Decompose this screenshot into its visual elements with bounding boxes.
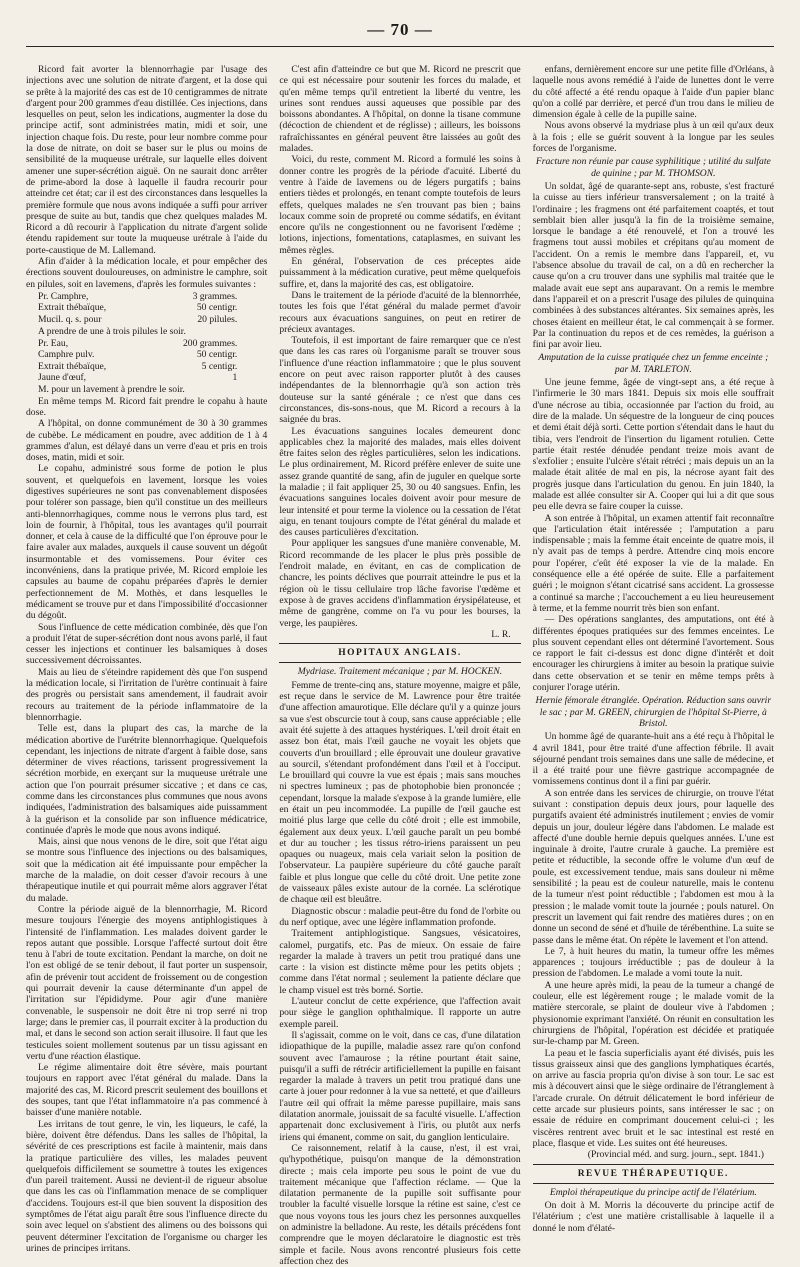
paragraph: En même temps M. Ricord fait prendre le copahu à haute dose. [26, 395, 268, 418]
text-columns [26, 64, 774, 1267]
section-heading: REVUE THÉRAPEUTIQUE. [577, 1168, 729, 1179]
recipe-line: Camphre pulv. 50 centigr. [38, 349, 238, 361]
paragraph: Toutefois, il est important de faire remarquer que ce n'est que dans les cas rares où l'organisme paraît se trouver sous l'influence d'une réaction inflammatoire ; que le plus souvent encore on peut avec raison rapporter plutôt à des causes indépendantes de la blennorrhagie qu'à son action très douteuse sur la santé générale ; ce n'est que dans ces circonstances, dis-sons-nous, que M. Ricord a recours à la saignée du bras. [279, 335, 521, 426]
paragraph: Nous avons observé la mydriase plus à un œil qu'aux deux à la fois ; elle se guérit souvent à la longue par les seules forces de l'organisme. [532, 120, 774, 155]
article-title: Hernie fémorale étranglée. Opération. Réduction sans ouvrir le sac ; par M. GREEN, chirurgien de l'hôpital St-Pierre, à Bristol. [535, 695, 772, 729]
section-heading: HOPITAUX ANGLAIS. [338, 648, 462, 659]
paragraph: Ce raisonnement, relatif à la cause, n'est, il est vrai, qu'hypothétique, puisqu'on manque de la démonstration directe ; mais cela importe peu sous le point de vue du traitement mécanique que l'affection réclame. — Que la dilatation permanente de la pupille soit suffisante pour troubler la faculté visuelle lorsque la rétine est saine, c'est ce que nous voyons tous les jours chez les personnes auxquelles on administre la belladone. Au reste, les détails précédens font comprendre que le moyen déclaratoire le diagnostic est très simple et facile. Nous avons rencontré plusieurs fois cette affection chez des [279, 1142, 521, 1267]
paragraph: C'est afin d'atteindre ce but que M. Ricord ne prescrit que ce qui est nécessaire pour soutenir les forces du malade, et qu'en même temps qu'il entretient la liberté du ventre, les urines sont rendues aussi aqueuses que possible par des boissons abondantes. A l'hôpital, on donne la tisane commune (décoction de chiendent et de réglisse) ; ailleurs, les boissons rafraîchissantes en général peuvent être laissées au goût des malades. [279, 64, 521, 155]
paragraph: Il s'agissait, comme on le voit, dans ce cas, d'une dilatation idiopathique de la pupille, maladie assez rare qu'on confond souvent avec l'amaurose ; la rétine pourtant était saine, puisqu'il a suffi de rétrécir artificiellement la pupille en faisant regarder la malade à travers un petit trou pratiqué dans une carte à jouer pour redonner à la vue sa netteté, et que d'ailleurs l'autre œil qui offrait la même paresse pupillaire, mais sans dilatation anormale, jouissait de sa faculté visuelle. L'affection appartenait donc exclusivement à l'iris, ou plutôt aux nerfs iriens qui émanent, comme on sait, du ganglion lenticulaire. [279, 1029, 521, 1143]
paragraph: Le 7, à huit heures du matin, la tumeur offre les mêmes apparences ; toujours irréductible ; pas de douleur à la pression de l'abdomen. Le malade a vomi toute la nuit. [532, 945, 774, 980]
paragraph: Contre la période aiguë de la blennorrhagie, M. Ricord mesure toujours l'énergie des moyens antiphlogistiques à l'intensité de l'inflammation. Les malades doivent garder le repos autant que possible. Lorsque l'affecté surtout doit être tenu à l'abri de toute excitation. Pendant la marche, on doit ne l'on est obligé de se tenir debout, il faut porter un suspensoir, afin de prévenir tout accident de froissement ou de congestion qui pourrait devenir la cause déterminante d'un appel de l'irritation sur l'épididyme. Pour agir d'une manière convenable, le suspensoir ne doit être ni trop serré ni trop large; dans le premier cas, il pourrait exciter à la production du mal, et dans le second son action serait illusoire. Il faut que les testicules soient mollement soutenus par un tissu agissant en vertu d'une réaction élastique. [26, 903, 268, 1062]
paragraph: Pour appliquer les sangsues d'une manière convenable, M. Ricord recommande de les placer le plus près possible de l'endroit malade, en évitant, en cas de complication de chancre, les points déclives que pourrait atteindre le pus et la région où le tissu cellulaire trop lâche favorise l'œdème et expose à de graves accidens d'inflammation érysipélateuse, et même de gangrène, comme on l'a vu pour les bourses, la verge, les paupières. [279, 538, 521, 629]
paragraph: Traitement antiphlogistique. Sangsues, vésicatoires, calomel, purgatifs, etc. Pas de mieux. On essaie de faire regarder la malade à travers un petit trou pratiqué dans une carte : la vision est distincte même pour les petits objets ; comme dans l'état normal ; seulement la patiente déclare que le champ visuel est très borné. Sortie. [279, 928, 521, 996]
section-rule [533, 1164, 774, 1165]
section-rule [533, 1183, 774, 1184]
signature: L. R. [491, 628, 511, 640]
paragraph: Les évacuations sanguines locales demeurent donc applicables chez la majorité des malades, mais elles doivent être faites selon des règles particulières, selon les indications. Le plus ordinairement, M. Ricord préfère enlever de suite une assez grande quantité de sang, afin de juguler en quelque sorte la maladie ; il fait appliquer 25, 30 ou 40 sangsues. Enfin, les évacuations sanguines locales doivent avoir pour mesure de leur intensité et pour terme la violence ou la cessation de l'état aigu, en tenant toujours compte de l'état général du malade et des causes particulières d'excitation. [279, 425, 521, 539]
paragraph: La peau et le fascia superficialis ayant été divisés, puis les tissus graisseux ainsi que des ganglions lymphatiques écartés, on arrive au fascia propria qu'on divise à son tour. Le sac est mis à découvert ainsi que le siège ordinaire de l'étranglement à l'arcade crurale. On détruit délicatement le bord inférieur de cette arcade sur plusieurs points, sans intéresser le sac ; on essaie de réduire en comprimant doucement celui-ci ; les viscères rentrent avec bruit et le sac intestinal est resté en place, flasque et vide. Les suites ont été heureuses. [532, 1047, 774, 1149]
paragraph: Dans le traitement de la période d'acuité de la blennorrhée, toutes les fois que l'état général du malade permet d'avoir recours aux évacuations sanguines, on peut en retirer de précieux avantages. [279, 289, 521, 335]
paragraph: Le régime alimentaire doit être sévère, mais pourtant toujours en rapport avec l'état général du malade. Dans la majorité des cas, M. Ricord prescrit seulement des bouillons et des soupes, tant que l'état inflammatoire n'a pas commencé à baisser d'une manière notable. [26, 1062, 268, 1119]
paragraph: A son entrée dans les services de chirurgie, on trouve l'état suivant : constipation depuis deux jours, pour laquelle des purgatifs avaient été administrés inutilement ; envies de vomir depuis un jour, douleur légère dans l'abdomen. Le malade est affecté d'une double hernie depuis quelques années. L'une est inguinale à droite, l'autre crurale à gauche. La première est petite et réductible, la seconde offre le volume d'un œuf de poule, est excessivement tendue, mais sans douleur ni même sensibilité ; la peau est de couleur naturelle, mais le contenu de la tumeur n'est point réductible ; l'abdomen est mou à la pression ; le malade vomit toute la journée ; pouls naturel. On prescrit un lavement qui fait rendre des matières dures ; on en donne un second de séné et d'huile de térébenthine. La suite se passe dans le même état. On répète le lavement et l'on attend. [532, 787, 774, 946]
page-number: — 70 — [367, 20, 433, 39]
paragraph: On doit à M. Morris la découverte du principe actif de l'élatérium ; c'est une matière cristallisable à laquelle il a donné le nom d'élaté- [532, 1200, 774, 1234]
paragraph: En général, l'observation de ces préceptes aide puissamment à la médication curative, peut même quelquefois suffire, et, dans la majorité des cas, est obligatoire. [279, 256, 521, 290]
recipe-pills [38, 291, 267, 325]
article-title: Fracture non réunie par cause syphilitique ; utilité du sulfate de quinine ; par M. THOMSON. [535, 156, 771, 179]
paragraph: L'auteur conclut de cette expérience, que l'affection avait pour siège le ganglion ophthalmique. Il rapporte un autre exemple pareil. [279, 996, 521, 1030]
paragraph: Les irritans de tout genre, le vin, les liqueurs, le café, la bière, doivent être défendus. Dans les salles de l'hôpital, la sévérité de ces prescriptions est facile à maintenir, mais dans la pratique particulière des villes, les malades peuvent quelquefois difficilement se soumettre à toutes les exigences d'un pareil traitement. Aussi ne devient-il de rigueur absolue que dans les cas où l'inflammation menace de se compliquer d'accidens. Toujours est-il que bien souvent la disposition des symptômes de l'état aigu paraît être sous l'influence directe du soin avec lequel on s'abstient des alimens ou des boissons qui peuvent déterminer l'excitation de l'organisme ou charger les urines de principes irritans. [26, 1118, 268, 1254]
paragraph: — Des opérations sanglantes, des amputations, ont été à différentes époques pratiquées sur des femmes enceintes. Le plus souvent cependant elles ont déterminé l'avortement. Sous ce rapport le fait ci-dessus est donc digne d'intérêt et doit encourager les chirurgiens à imiter au besoin la pratique suivie dans cette observation et se tenir en même temps prêts à conjurer l'orage utérin. [532, 614, 774, 694]
paragraph: Femme de trente-cinq ans, stature moyenne, maigre et pâle, est reçue dans le service de M. Lawrence pour être traitée d'une affection amaurotique. Elle déclare qu'il y a quinze jours sa vue s'est obscurcie tout à coup, sans cause appréciable ; elle avait été sujette à des attaques hystériques. L'œil droit était en assez bon état, mais l'œil gauche ne voyait les objets que couverts d'un brouillard ; elle éprouvait une douleur gravative au sourcil, s'étendant profondément dans l'œil et à l'occiput. Le brouillard qui couvre la vue est épais ; mais sans mouches ni spectres lumineux ; pas de photophobie bien prononcée ; cependant, lorsque la malade s'expose à la grande lumière, elle en était un peu incommodée. La pupille de l'œil gauche est moitié plus large que celle du côté droit ; elle est immobile, également aux deux yeux. L'œil gauche paraît un peu bombé et dur au toucher ; les tissus rétro-iriens paraissent un peu opaques ou nuageux, mais cela variait selon la position de l'observateur. La paupière supérieure du côté gauche paraît faible et plus longue que celle du côté droit. Une petite zone de vaisseaux pâles existe autour de la cornée. La sclérotique de chaque œil est bleuâtre. [279, 679, 521, 906]
recipe-line: Extrait thébaïque, 5 centigr. [38, 360, 238, 372]
paragraph: Le copahu, administré sous forme de potion le plus souvent, et quelquefois en lavement, lorsque les voies digestives supérieures ne sont pas convenablement disposées pour tolérer son passage, bien qu'il constitue un des meilleurs anti-blennorrhagiques, comme nous le verrons plus tard, est loin de fournir, à l'hôpital, tous les avantages qu'il pourrait donner, et cela à cause de la difficulté que l'on éprouve pour le faire avaler aux malades, auxquels il cause souvent un dégoût insurmontable et des vomissemens. Pour éviter ces inconvéniens, dans la pratique privée, M. Ricord emploie les capsules au baume de copahu préparées d'après le dernier perfectionnement de M. Mothès, et dans lesquelles le médicament se trouve pur et dans l'impossibilité d'occasionner du dégoût. [26, 463, 268, 622]
paragraph: A son entrée à l'hôpital, un examen attentif fait reconnaître que l'articulation était intéressée ; l'amputation a paru indispensable ; mais la femme était enceinte de quatre mois, il n'y avait pas de temps à perdre. Attendre cinq mois encore pour l'opérer, c'eût été exposer la vie de la malade. En conséquence elle a été opérée de suite. Elle a parfaitement guéri ; le moignon s'étant cicatrisé sans accident. La grossesse a continué sa marche ; l'accouchement a eu lieu heureusement à terme, et la femme nourrit très bien son enfant. [532, 512, 774, 614]
paragraph: Sous l'influence de cette médication combinée, dès que l'on a produit l'état de super-sécrétion dont nous avons parlé, il faut cesser les injections et continuer les balsamiques à doses successivement décroissantes. [26, 621, 268, 667]
paragraph: Mais, ainsi que nous venons de le dire, soit que l'état aigu se montre sous l'influence des injections ou des balsamiques, soit que la médication ait été impuissante pour empêcher la marche de la maladie, on doit cesser d'avoir recours à une thérapeutique inutile et qui pourrait même alors aggraver l'état du malade. [26, 836, 268, 904]
paragraph: Diagnostic obscur : maladie peut-être du fond de l'orbite ou du nerf optique, avec une légère inflammation profonde. [279, 905, 521, 928]
article-title: Amputation de la cuisse pratiquée chez un femme enceinte ; par M. TARLETON. [538, 352, 769, 375]
recipe-note: M. pour un lavement à prendre le soir. [38, 384, 185, 396]
article-title: Emploi thérapeutique du principe actif de l'élatérium. [549, 1186, 757, 1198]
source-citation: (Provincial méd. and surg. journ., sept. 1841.) [587, 1149, 764, 1161]
recipe-line: Pr. Camphre, 3 grammes. [38, 290, 238, 302]
paragraph: Afin d'aider à la médication locale, et pour empêcher des érections souvent douloureuses, on administre le camphre, soit en pilules, soit en lavemens, d'après les formules suivantes : [26, 256, 268, 290]
recipe-line: Jaune d'œuf, 1 [38, 372, 238, 384]
recipe-line: Extrait thébaïque, 50 centigr. [38, 302, 238, 314]
paragraph: Un homme âgé de quarante-huit ans a été reçu à l'hôpital le 4 avril 1841, pour être traité d'une affection fébrile. Il avait séjourné pendant trois semaines dans une salle de médecine, et il a été traité pour une fièvre gastrique accompagnée de vomissemens continus dont il a fini par guérir. [532, 731, 774, 788]
article-title: Mydriase. Traitement mécanique ; par M. HOCKEN. [297, 666, 503, 678]
column-left [26, 64, 268, 1254]
paragraph: A l'hôpital, on donne communément de 30 à 30 grammes de cubèbe. Le médicament en poudre, avec addition de 1 à 4 grammes d'alun, est délayé dans un verre d'eau et pris en trois doses, matin, midi et soir. [26, 418, 268, 464]
recipe-enema [38, 338, 267, 383]
paragraph: Une jeune femme, âgée de vingt-sept ans, a été reçue à l'infirmerie le 30 mars 1841. Depuis six mois elle souffrait d'une nécrose au tibia, occasionnée par l'action du froid, au dire de la malade. Un séquestre de la longueur de cinq pouces et demi était déjà sorti. Cette portion s'étendait dans le haut du tibia, vers l'endroit de l'insertion du ligament rotulien. Cette partie était restée dénudée pendant treize mois avant de s'exfolier ; ensuite l'ulcère s'était rétréci ; mais depuis un an la malade était alitée de mal en pis, la nécrose ayant fait des progrès jusque dans l'articulation du genou. En juin 1840, la malade est allée consulter sir A. Cooper qui lui a dit que sous peu elle devra se faire couper la cuisse. [532, 377, 774, 513]
section-rule [279, 643, 520, 644]
header-rule [26, 46, 774, 47]
paragraph: Voici, du reste, comment M. Ricord a formulé les soins à donner contre les progrès de la période d'acuité. Liberté du ventre à l'aide de lavemens ou de légers purgatifs ; bains entiers tièdes et prolongés, en tenant compte toutefois de leurs effets, quelques malades ne s'en trouvant pas bien ; bains locaux comme soin de propreté ou comme sédatifs, en évitant encore qu'ils ne congestionnent ou ne favorisent l'œdème ; lotions, injections, fomentations, cataplasmes, en suivant les mêmes règles. [279, 154, 521, 256]
paragraph: Telle est, dans la plupart des cas, la marche de la médication abortive de l'urétrite blennorrhagique. Quelquefois cependant, les injections de nitrate d'argent à faible dose, sans déterminer de vives réactions, tarissent progressivement la sécrétion morbide, en exerçant sur la muqueuse urétrale une action que l'on pourrait présumer siccative ; et dans ce cas, comme dans les circonstances plus communes que nous avons indiquées, l'administration des balsamiques aide puissamment à la guérison et la consolide par son influence médicatrice, continuée d'après le mode que nous avons indiqué. [26, 723, 268, 836]
paragraph: enfans, dernièrement encore sur une petite fille d'Orléans, à laquelle nous avons remédié à l'aide de lunettes dont le verre du côté affecté a été rendu opaque à l'aide d'un papier blanc qu'on a collé par derrière, et percé d'un trou dans le milieu de dimension égale à celle de la pupille saine. [532, 64, 774, 121]
paragraph: Un soldat, âgé de quarante-sept ans, robuste, s'est fracturé la cuisse au tiers inférieur transversalement ; on la traité à l'ordinaire ; les fragmens ont été parfaitement coaptés, et tout semblait bien aller jusqu'à la fin de la troisième semaine, lorsque le bandage a été renouvelé, et l'on a trouvé les fragmens tout aussi mobiles et crépitans qu'au moment de l'accident. On a remis le membre dans l'appareil, et, vu l'absence absolue du travail de cal, on a dû en rechercher la cause qu'on a cru trouver dans une syphilis mal traitée que le malade avait eue sept ans auparavant. On a remis le membre dans l'appareil et on a prescrit l'usage des pilules de quinquina combinées à des substances altérantes. Six semaines après, les choses étaient en meilleur état, le cal commençait à se former. Par la continuation du repos et de ces remèdes, la guérison a fini par avoir lieu. [532, 180, 774, 351]
recipe-line: Pr. Eau, 200 grammes. [38, 338, 238, 350]
recipe-line: Mucil. q. s. pour 20 pilules. [38, 313, 238, 325]
paragraph: Mais au lieu de s'éteindre rapidement dès que l'on suspend la médication locale, si l'irritation de l'urètre continuait à faire des progrès ou persistait sans amendement, il faudrait avoir recours au traitement de la période inflammatoire de la blennorrhagie. [26, 666, 268, 723]
paragraph: A une heure après midi, la peau de la tumeur a changé de couleur, elle est légèrement rouge ; le malade vomit de la matière stercorale, se plaint de douleur vive à l'abdomen ; physionomie exprimant l'anxiété. On réunit en consultation les chirurgiens de l'hôpital, l'opération est décidée et pratiquée sur-le-champ par M. Green. [532, 979, 774, 1048]
column-middle [279, 64, 521, 1267]
column-right [532, 64, 774, 1234]
recipe-note: A prendre de une à trois pilules le soir. [38, 325, 186, 337]
section-rule [279, 662, 520, 663]
paragraph: Ricord fait avorter la blennorrhagie par l'usage des injections avec une solution de nitrate d'argent, et la dose qui se prête à la majorité des cas est de 10 centigrammes de nitrate d'argent pour 200 grammes d'eau distillée. Ces injections, dans lesquelles on peut, selon les indications, augmenter la dose du principe actif, sont administrées matin, midi et soir, une injection chaque fois. Du reste, pour leur nombre comme pour la dose de nitrate, on doit se baser sur le plus ou moins de sensibilité de la muqueuse urétrale, sur laquelle elles doivent amener une super-sécrétion aiguë. On ne saurait donc arrêter de prime-abord la dose à laquelle il faudra recourir pour atteindre cet état; car il est des circonstances dans lesquelles la première formule que nous avons indiquée a suffi pour arriver presque de suite au but, tandis que chez quelques malades M. Ricord a dû recourir à l'application du nitrate d'argent solide étendu rapidement sur toute la muqueuse urétrale à l'aide du porte-caustique de M. Lallemand. [26, 64, 268, 256]
